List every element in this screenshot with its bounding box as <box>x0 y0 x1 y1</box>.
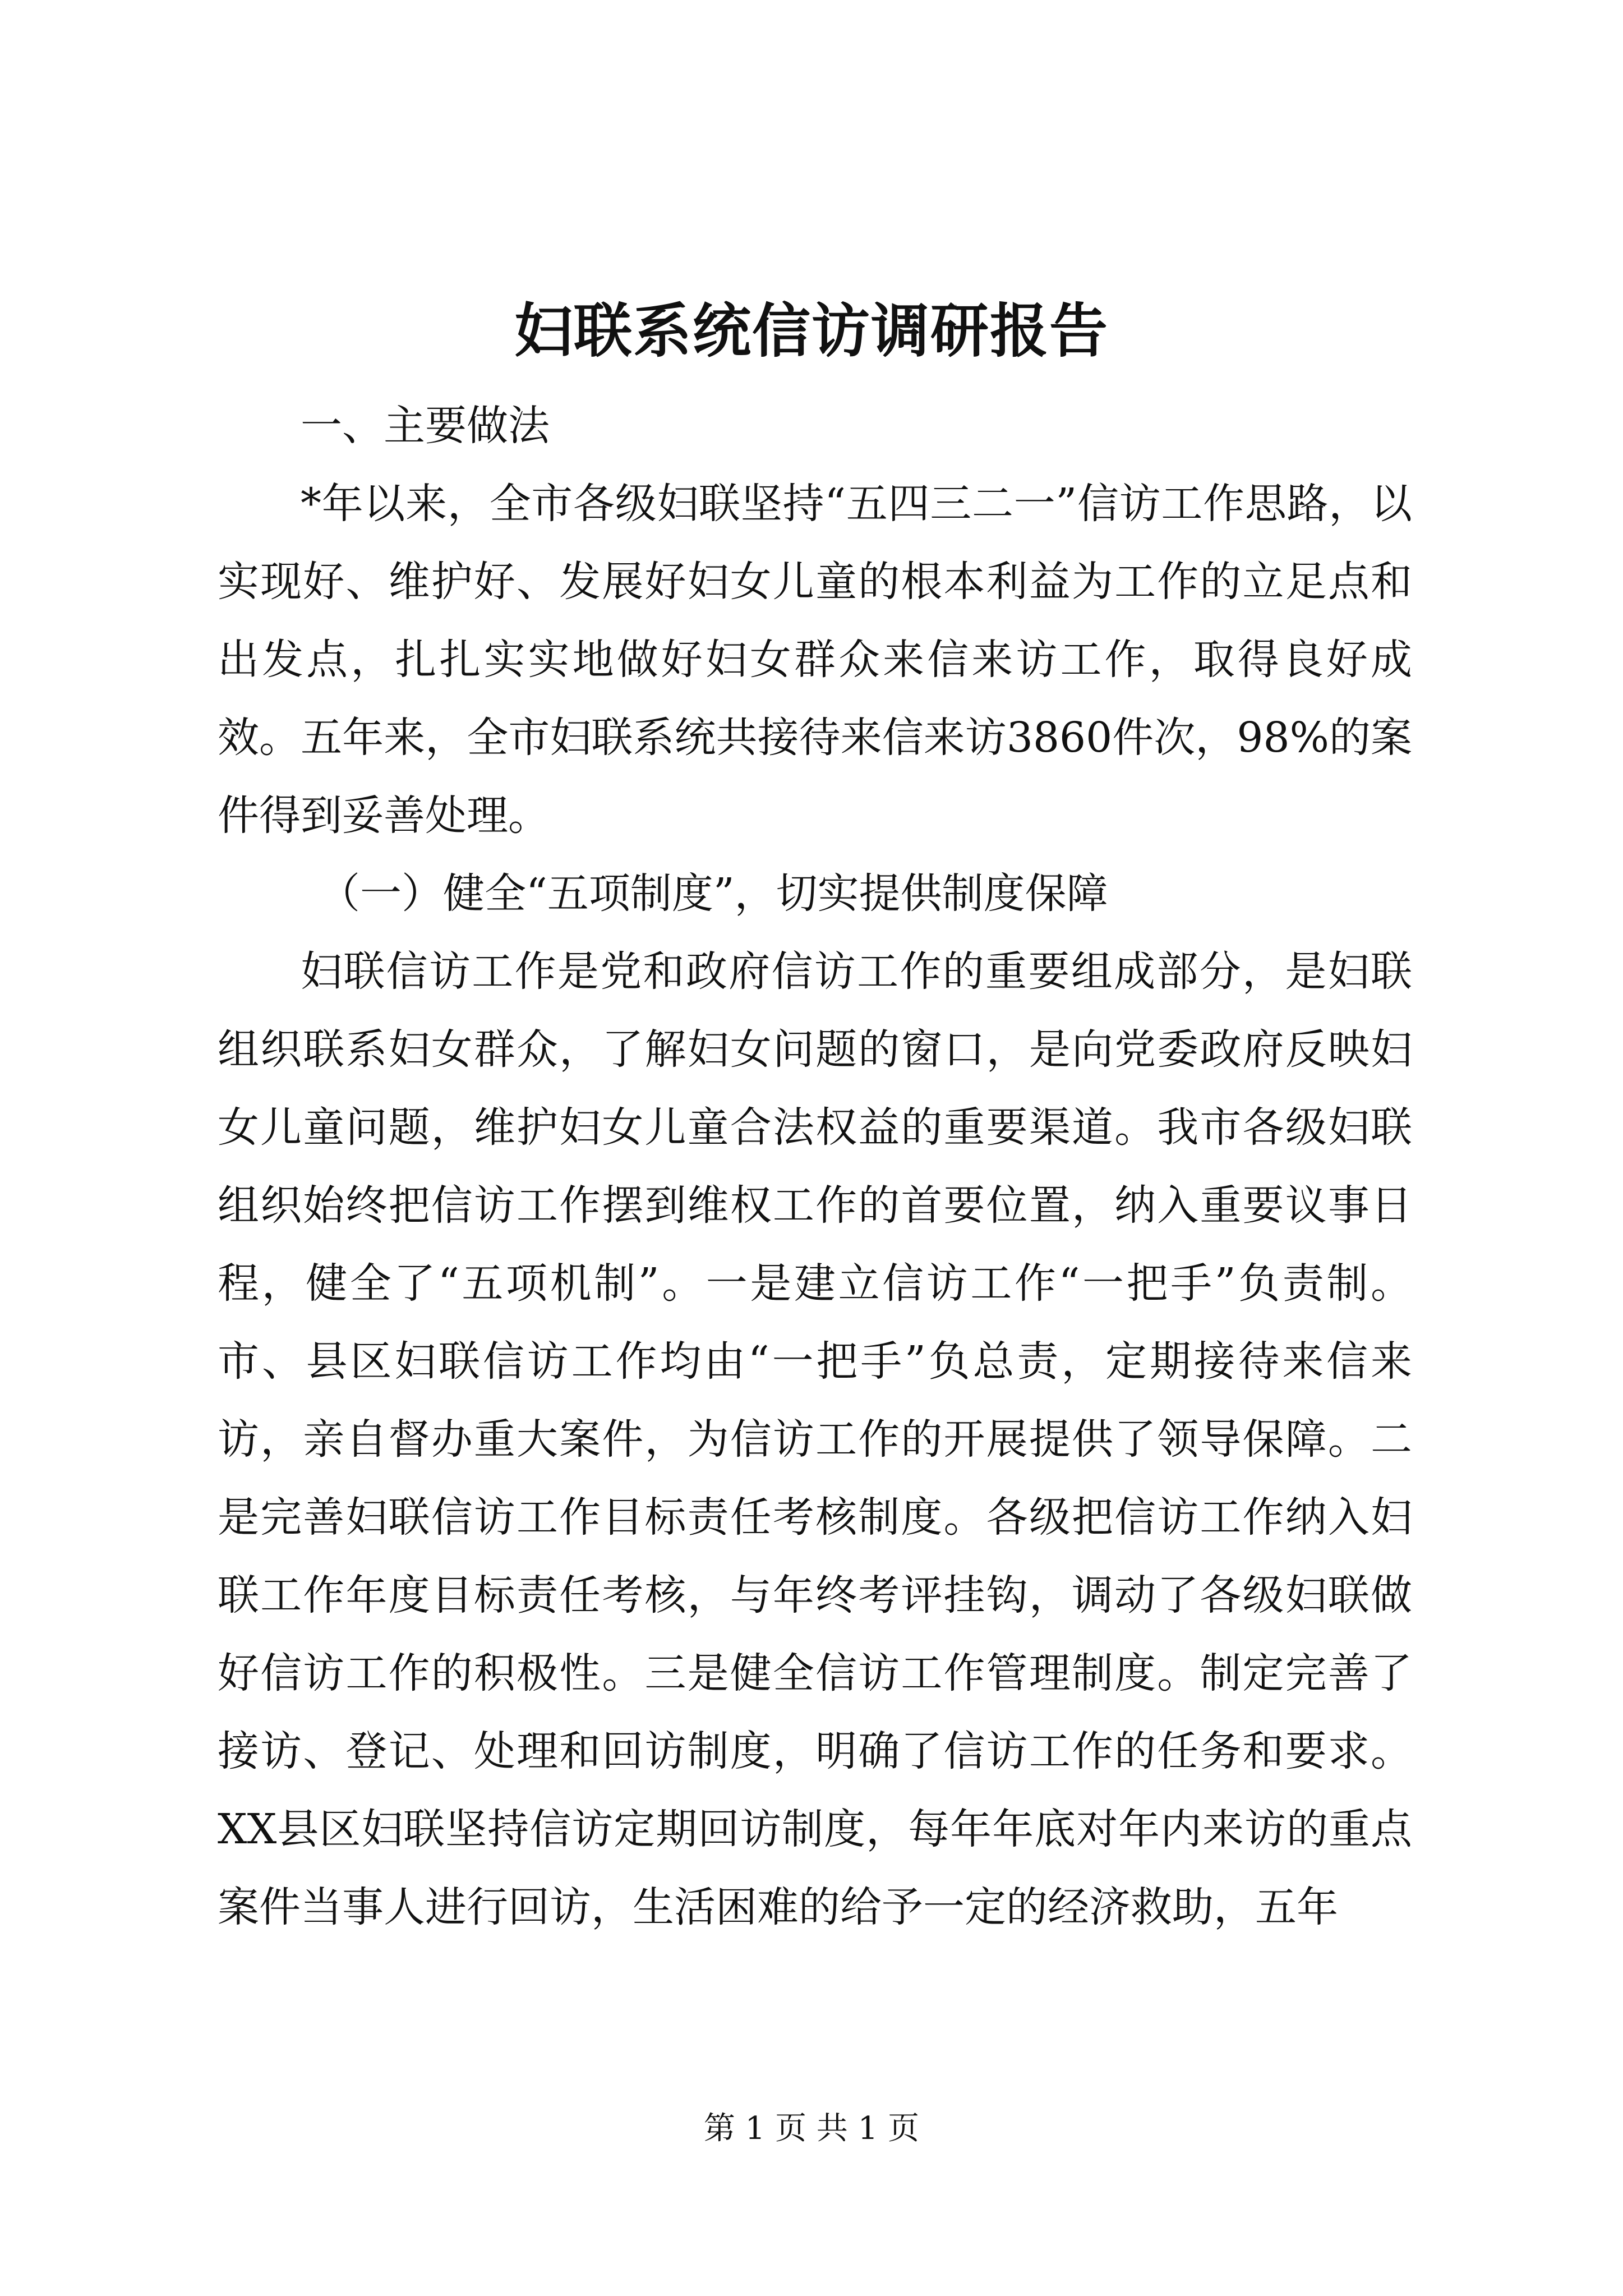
section-heading: 一、主要做法 <box>301 402 550 450</box>
document-body <box>218 387 1412 1947</box>
subsection-heading: （一）健全“五项制度”，切实提供制度保障 <box>319 869 1108 918</box>
page-footer: 第 1 页 共 1 页 <box>703 2110 920 2147</box>
paragraph-system: 妇联信访工作是党和政府信访工作的重要组成部分，是妇联组织联系妇女群众，了解妇女问题的窗口，是向党委政府反映妇女儿童问题，维护妇女儿童合法权益的重要渠道。我市各级妇联组织始终把信访工作摆到维权工作的首要位置，纳入重要议事日程，健全了“五项机制”。一是建立信访工作“一把手”负责制。市、县区妇联信访工作均由“一把手”负总责，定期接待来信来访，亲自督办重大案件，为信访工作的开展提供了领导保障。二是完善妇联信访工作目标责任考核制度。各级把信访工作纳入妇联工作年度目标责任考核，与年终考评挂钩，调动了各级妇联做好信访工作的积极性。三是健全信访工作管理制度。制定完善了接访、登记、处理和回访制度，明确了信访工作的任务和要求。XX县区妇联坚持信访定期回访制度，每年年底对年内来访的重点案件当事人进行回访，生活困难的给予一定的经济救助，五年 <box>218 947 1412 1931</box>
paragraph-intro: *年以来，全市各级妇联坚持“五四三二一”信访工作思路，以实现好、维护好、发展好妇女儿童的根本利益为工作的立足点和出发点，扎扎实实地做好妇女群众来信来访工作，取得良好成效。五年来，全市妇联系统共接待来信来访3860件次，98%的案件得到妥善处理。 <box>218 480 1412 840</box>
document-title: 妇联系统信访调研报告 <box>514 296 1109 365</box>
